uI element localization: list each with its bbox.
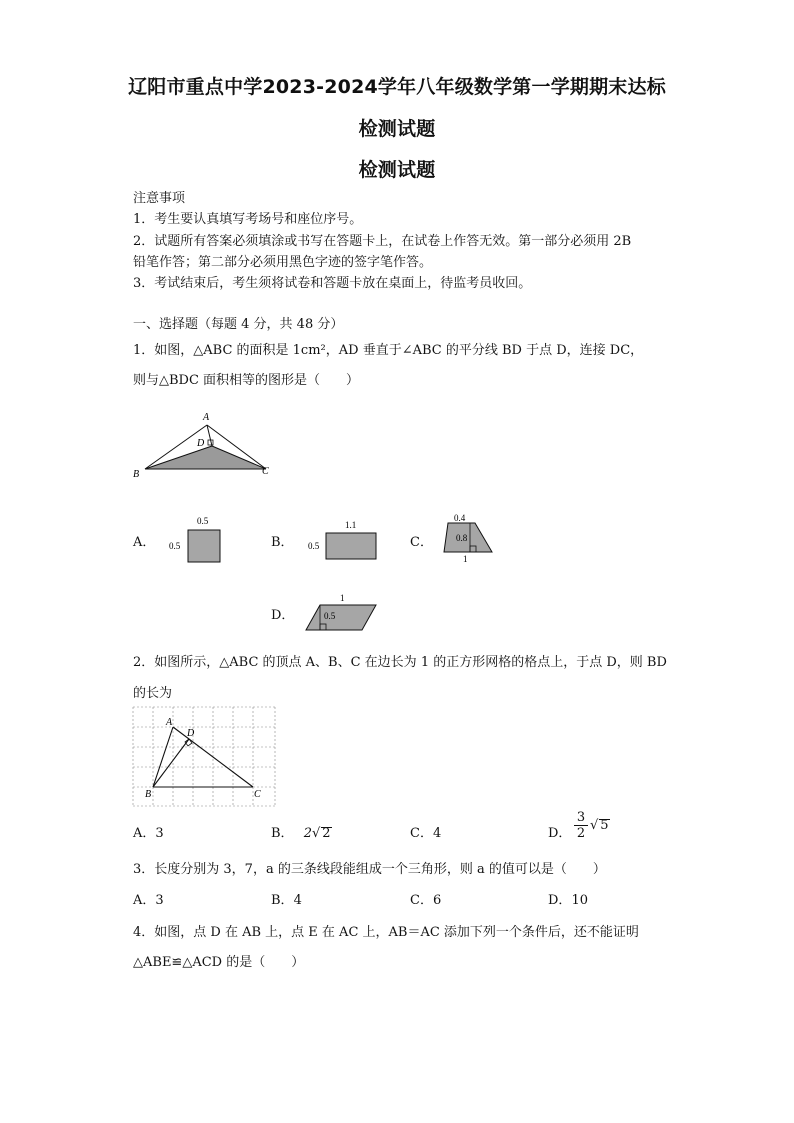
q2-option-d-den: 2 [576,826,586,841]
q3-option-b-label: B． [271,893,294,908]
q4-text-line2: △ABE≌△ACD 的是（ ） [133,955,305,970]
q1-option-c-height: 0.8 [456,533,468,543]
q1-option-a-side: 0.5 [169,541,181,551]
q1-option-d-figure [300,592,382,634]
q1-text-line1: 1．如图，△ABC 的面积是 1cm²，AD 垂直于∠ABC 的平分线 BD 于点 D，连接 DC， [133,343,644,358]
q2-option-c-label: C． [410,826,433,841]
q1-option-a-square [188,530,220,562]
q1-option-c-figure [438,510,500,566]
q1-label-b: B [133,469,140,480]
q2-option-d-label[interactable]: D． [548,826,572,841]
q1-option-a-label[interactable]: A． [133,535,156,550]
q3-text-line1: 3．长度分别为 3，7，a 的三条线段能组成一个三角形，则 a 的值可以是（ ） [133,862,606,877]
q2-option-a-label: A． [133,826,156,841]
q1-option-d-top: 1 [340,593,345,603]
q2-text-line2: 的长为 [133,686,173,701]
q3-option-c-label: C． [410,893,433,908]
q1-option-d-height: 0.5 [324,611,336,621]
q1-text-line2: 则与△BDC 面积相等的图形是（ ） [133,373,360,388]
q3-option-d-label: D． [548,893,572,908]
notes-item-3: 3．考试结束后，考生须将试卷和答题卡放在桌面上，待监考员收回。 [133,276,532,291]
q2-option-a[interactable] [133,822,164,841]
q2-label-d: D [187,728,195,739]
q2-option-b-label: B． [271,826,294,841]
q4-text-line1: 4．如图，点 D 在 AB 上，点 E 在 AC 上，AB＝AC 添加下列一个条件后，还不能证明 [133,925,639,940]
q3-option-b-value: 4 [293,893,302,908]
q1-label-d: D [197,438,205,449]
q2-option-b[interactable] [271,822,332,841]
q3-option-c-value: 6 [432,893,442,908]
q2-option-c[interactable] [410,822,441,841]
q1-option-b-side: 0.5 [308,541,320,551]
q1-option-a-figure [166,512,226,568]
notes-item-2b: 铅笔作答；第二部分必须用黑色字迹的签字笔作答。 [133,255,433,270]
q2-label-b: B [145,789,152,800]
q1-label-a: A [203,412,210,423]
q1-triangle-figure [128,408,278,480]
exam-title-line2: 检测试题 [358,118,436,140]
exam-title-line3: 检测试题 [358,159,436,181]
q3-option-a-label: A． [133,893,156,908]
q1-label-c: C [262,466,269,477]
q2-text-line1: 2．如图所示，△ABC 的顶点 A、B、C 在边长为 1 的正方形网格的格点上，于点 D，则 BD [133,655,667,670]
q1-option-d-parallelogram [306,605,376,630]
q2-option-d-num: 3 [574,810,588,826]
q1-option-b-label[interactable]: B． [271,535,294,550]
q2-option-b-radicand: 2 [322,826,331,841]
q1-option-c-trapezoid [444,523,492,552]
q3-option-d[interactable] [548,889,588,908]
q2-segment-bd [153,739,189,787]
q1-option-b-rectangle [326,533,376,559]
q2-option-a-value: 3 [155,826,164,841]
q2-label-c: C [254,789,261,800]
q1-option-c-top: 0.4 [454,513,466,523]
q1-shaded-triangle-bdc [145,446,266,469]
q3-option-a[interactable] [133,889,164,908]
q3-option-b[interactable] [271,889,302,908]
notes-item-1: 1．考生要认真填写考场号和座位序号。 [133,212,363,227]
q1-option-a-top: 0.5 [197,516,209,526]
q3-option-d-value: 10 [571,893,588,908]
exam-title-line1: 辽阳市重点中学2023-2024学年八年级数学第一学期期末达标 [128,76,666,98]
q1-option-c-bottom: 1 [463,554,468,564]
q2-option-d-fraction [574,810,588,841]
q1-option-b-top: 1.1 [345,520,357,530]
q1-option-c-label[interactable]: C． [410,535,433,550]
q3-option-a-value: 3 [155,893,164,908]
q2-option-c-value: 4 [432,826,442,841]
notes-heading: 注意事项 [133,191,186,206]
q2-label-a: A [166,717,173,728]
q3-option-c[interactable] [410,889,441,908]
q2-option-d-radicand: 5 [600,818,609,833]
q1-option-d-label[interactable]: D． [271,608,295,623]
notes-item-2a: 2．试题所有答案必须填涂或书写在答题卡上，在试卷上作答无效。第一部分必须用 2B [133,234,632,249]
q1-option-b-figure [305,517,385,565]
q2-option-d-root [590,818,610,833]
q2-segment-ab [153,727,173,787]
q2-option-b-coef: 2 [303,826,312,841]
q2-grid-figure [132,705,278,809]
sqrt-symbol-d: √ [590,818,599,833]
sqrt-symbol-b: √ [311,826,321,841]
section-heading: 一、选择题（每题 4 分，共 48 分） [133,317,344,332]
